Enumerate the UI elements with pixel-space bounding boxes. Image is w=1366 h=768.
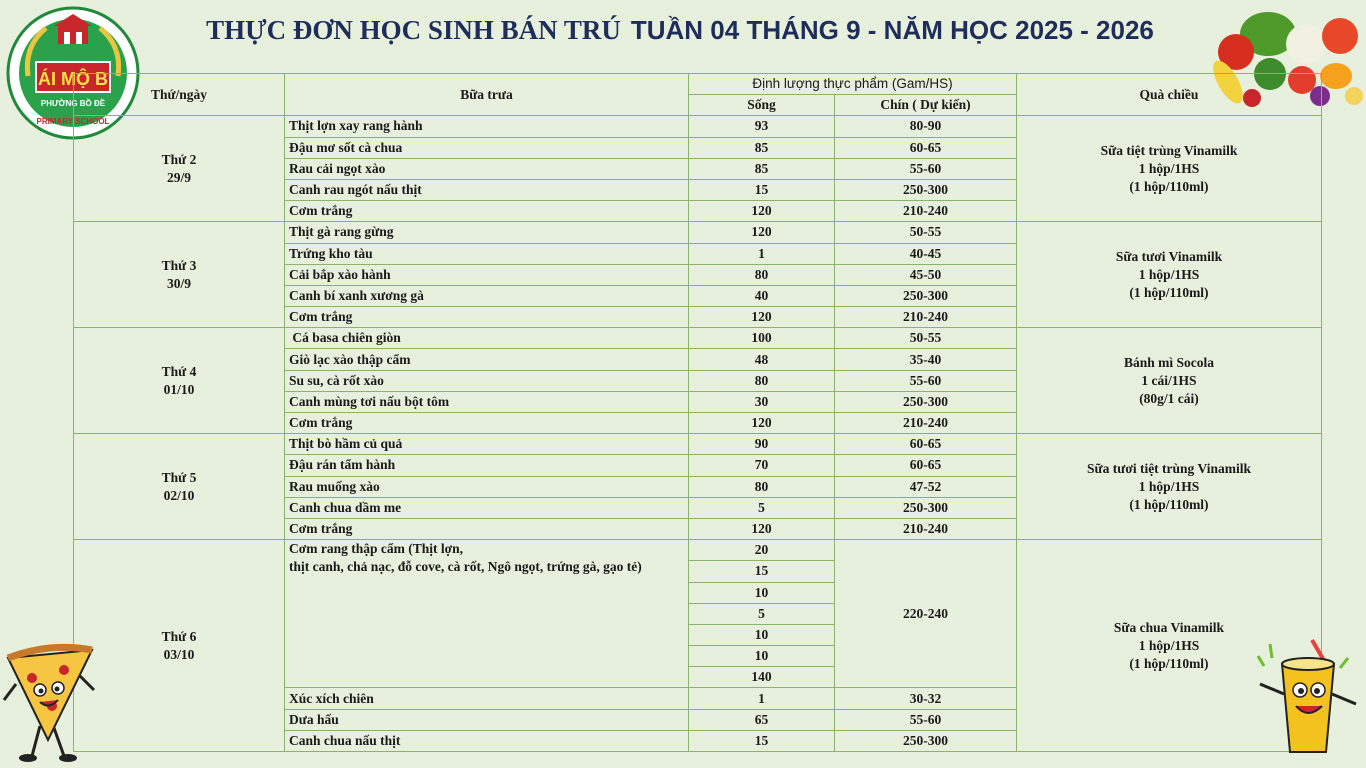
raw-amount: 85 xyxy=(689,158,835,179)
dish-name: Thịt bò hầm củ quả xyxy=(285,434,689,455)
cooked-amount: 210-240 xyxy=(835,518,1017,539)
snack-cell xyxy=(1017,328,1322,434)
dish-name: Canh mùng tơi nấu bột tôm xyxy=(285,391,689,412)
raw-amount: 5 xyxy=(689,497,835,518)
raw-amount: 70 xyxy=(689,455,835,476)
mixed-dish-line2: thịt canh, chả nạc, đỗ cove, cà rốt, Ngô ngọt, trứng gà, gạo tẻ) xyxy=(289,559,642,575)
pizza-mascot-illustration xyxy=(2,640,98,764)
cooked-amount: 250-300 xyxy=(835,285,1017,306)
day-name: Thứ 4 xyxy=(161,363,197,379)
dish-name: Cơm trắng xyxy=(285,307,689,328)
snack-size: (1 hộp/110ml) xyxy=(1129,655,1209,671)
raw-amount: 120 xyxy=(689,201,835,222)
cooked-amount: 60-65 xyxy=(835,137,1017,158)
day-cell xyxy=(74,540,285,752)
juice-mascot-illustration xyxy=(1252,634,1364,764)
cooked-amount: 40-45 xyxy=(835,243,1017,264)
snack-name: Sữa chua Vinamilk xyxy=(1113,619,1225,635)
dish-name: Xúc xích chiên xyxy=(285,688,689,709)
snack-name: Bánh mì Socola xyxy=(1123,354,1215,370)
menu-table xyxy=(73,73,1322,752)
raw-amount: 10 xyxy=(689,582,835,603)
raw-amount: 15 xyxy=(689,179,835,200)
snack-portion: 1 hộp/1HS xyxy=(1138,266,1200,282)
raw-amount: 15 xyxy=(689,730,835,751)
dish-name: Canh bí xanh xương gà xyxy=(285,285,689,306)
dish-name: Canh rau ngót nấu thịt xyxy=(285,179,689,200)
snack-portion: 1 hộp/1HS xyxy=(1138,478,1200,494)
raw-amount: 120 xyxy=(689,518,835,539)
day-date: 02/10 xyxy=(163,487,195,503)
snack-size: (1 hộp/110ml) xyxy=(1129,496,1209,512)
cooked-amount: 80-90 xyxy=(835,116,1017,137)
raw-amount: 80 xyxy=(689,476,835,497)
table-row xyxy=(74,540,1322,561)
raw-amount: 10 xyxy=(689,624,835,645)
raw-amount: 140 xyxy=(689,667,835,688)
dish-name: Đậu mơ sốt cà chua xyxy=(285,137,689,158)
snack-cell xyxy=(1017,116,1322,222)
raw-amount: 90 xyxy=(689,434,835,455)
dish-name: Su su, cà rốt xào xyxy=(285,370,689,391)
day-name: Thứ 5 xyxy=(161,469,197,485)
cooked-amount: 250-300 xyxy=(835,391,1017,412)
mixed-dish xyxy=(285,540,689,688)
snack-portion: 1 hộp/1HS xyxy=(1138,637,1200,653)
table-row xyxy=(74,222,1322,243)
raw-amount: 48 xyxy=(689,349,835,370)
snack-size: (1 hộp/110ml) xyxy=(1129,178,1209,194)
snack-name: Sữa tươi Vinamilk xyxy=(1115,248,1223,264)
snack-name: Sữa tiệt trùng Vinamilk xyxy=(1100,142,1238,158)
raw-amount: 10 xyxy=(689,646,835,667)
cooked-amount: 55-60 xyxy=(835,370,1017,391)
dish-name: Cơm trắng xyxy=(285,201,689,222)
snack-portion: 1 cái/1HS xyxy=(1141,372,1197,388)
cooked-amount: 35-40 xyxy=(835,349,1017,370)
raw-amount: 1 xyxy=(689,688,835,709)
header-lunch: Bữa trưa xyxy=(285,74,689,116)
cooked-amount: 220-240 xyxy=(835,540,1017,688)
raw-amount: 100 xyxy=(689,328,835,349)
cooked-amount: 47-52 xyxy=(835,476,1017,497)
snack-size: (80g/1 cái) xyxy=(1139,390,1199,406)
cooked-amount: 60-65 xyxy=(835,455,1017,476)
day-cell xyxy=(74,222,285,328)
raw-amount: 85 xyxy=(689,137,835,158)
day-name: Thứ 3 xyxy=(161,257,197,273)
logo-name: ÁI MỘ B xyxy=(38,69,108,89)
cooked-amount: 50-55 xyxy=(835,222,1017,243)
snack-cell xyxy=(1017,434,1322,540)
cooked-amount: 250-300 xyxy=(835,730,1017,751)
raw-amount: 120 xyxy=(689,413,835,434)
dish-name: Canh chua dầm me xyxy=(285,497,689,518)
day-cell xyxy=(74,116,285,222)
logo-ward: PHƯỜNG BỒ ĐỀ xyxy=(40,99,106,108)
raw-amount: 80 xyxy=(689,264,835,285)
raw-amount: 15 xyxy=(689,561,835,582)
dish-name: Thịt gà rang gừng xyxy=(285,222,689,243)
header-snack: Quà chiều xyxy=(1017,74,1322,116)
raw-amount: 93 xyxy=(689,116,835,137)
day-date: 01/10 xyxy=(163,381,195,397)
dish-name: Đậu rán tẩm hành xyxy=(285,455,689,476)
dish-name: Trứng kho tàu xyxy=(285,243,689,264)
dish-name: Cơm trắng xyxy=(285,413,689,434)
raw-amount: 5 xyxy=(689,603,835,624)
header-raw: Sống xyxy=(689,95,835,116)
snack-name: Sữa tươi tiệt trùng Vinamilk xyxy=(1087,460,1251,476)
day-cell xyxy=(74,328,285,434)
raw-amount: 40 xyxy=(689,285,835,306)
day-name: Thứ 2 xyxy=(161,151,197,167)
title-part1: THỰC ĐƠN HỌC SINH BÁN TRÚ xyxy=(206,14,621,45)
title-part2: TUẦN 04 THÁNG 9 - NĂM HỌC 2025 - 2026 xyxy=(630,14,1154,45)
dish-name: Cải bắp xào hành xyxy=(285,264,689,285)
logo-school: PRIMARY SCHOOL xyxy=(36,117,110,126)
cooked-amount: 55-60 xyxy=(835,709,1017,730)
day-cell xyxy=(74,434,285,540)
snack-size: (1 hộp/110ml) xyxy=(1129,284,1209,300)
cooked-amount: 250-300 xyxy=(835,179,1017,200)
day-date: 29/9 xyxy=(166,169,191,185)
cooked-amount: 60-65 xyxy=(835,434,1017,455)
raw-amount: 80 xyxy=(689,370,835,391)
day-date: 30/9 xyxy=(166,275,191,291)
cooked-amount: 55-60 xyxy=(835,158,1017,179)
table-row xyxy=(74,328,1322,349)
raw-amount: 65 xyxy=(689,709,835,730)
dish-name: Thịt lợn xay rang hành xyxy=(285,116,689,137)
day-date: 03/10 xyxy=(163,646,195,662)
header-cooked: Chín ( Dự kiến) xyxy=(835,95,1017,116)
header-day: Thứ/ngày xyxy=(74,74,285,116)
day-name: Thứ 6 xyxy=(161,628,197,644)
snack-cell xyxy=(1017,222,1322,328)
cooked-amount: 250-300 xyxy=(835,497,1017,518)
cooked-amount: 30-32 xyxy=(835,688,1017,709)
page-title xyxy=(160,12,1200,48)
dish-name: Rau cải ngọt xào xyxy=(285,158,689,179)
header-quantity: Định lượng thực phẩm (Gam/HS) xyxy=(689,74,1017,95)
dish-name: Rau muống xào xyxy=(285,476,689,497)
raw-amount: 120 xyxy=(689,307,835,328)
cooked-amount: 210-240 xyxy=(835,201,1017,222)
cooked-amount: 45-50 xyxy=(835,264,1017,285)
mixed-dish-line1: Cơm rang thập cẩm (Thịt lợn, xyxy=(289,541,463,557)
dish-name: Cơm trắng xyxy=(285,518,689,539)
dish-name: Canh chua nấu thịt xyxy=(285,730,689,751)
raw-amount: 120 xyxy=(689,222,835,243)
dish-name: Giò lạc xào thập cẩm xyxy=(285,349,689,370)
cooked-amount: 50-55 xyxy=(835,328,1017,349)
cooked-amount: 210-240 xyxy=(835,413,1017,434)
snack-portion: 1 hộp/1HS xyxy=(1138,160,1200,176)
raw-amount: 1 xyxy=(689,243,835,264)
raw-amount: 20 xyxy=(689,540,835,561)
dish-name: Cá basa chiên giòn xyxy=(285,328,689,349)
cooked-amount: 210-240 xyxy=(835,307,1017,328)
table-row xyxy=(74,434,1322,455)
raw-amount: 30 xyxy=(689,391,835,412)
dish-name: Dưa hấu xyxy=(285,709,689,730)
table-row xyxy=(74,116,1322,137)
